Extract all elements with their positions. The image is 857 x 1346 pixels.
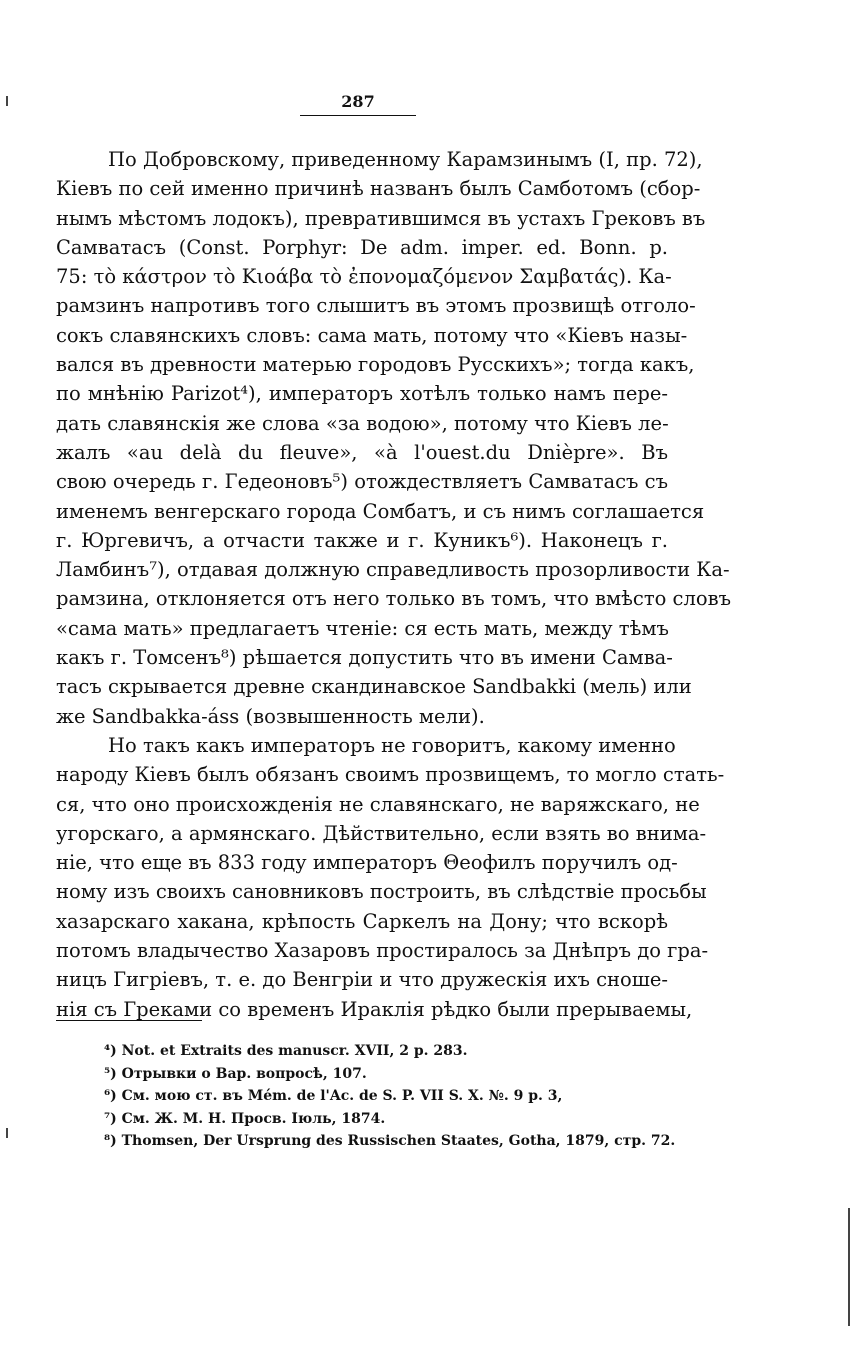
- page-number: 287: [300, 92, 416, 116]
- text-line: «сама мать» предлагаетъ чтеніе: ся есть мать, между тѣмъ: [56, 616, 669, 640]
- text-line: ницъ Гигріевъ, т. е. до Венгріи и что дружескія ихъ сноше-: [56, 968, 668, 992]
- text-line: жалъ «au delà du fleuve», «à l'ouest.du Dnièpre». Въ: [56, 440, 668, 464]
- text-line: угорскаго, а армянскаго. Дѣйствительно, если взять во внима-: [56, 821, 707, 845]
- text-line: же Sandbakka-áss (возвышенность мели).: [56, 704, 485, 728]
- text-line: свою очередь г. Гедеоновъ⁵) отождествляетъ Самватасъ съ: [56, 470, 668, 494]
- scan-edge-mark: [6, 1128, 8, 1138]
- text-line: ніе, что еще въ 833 году императоръ Θеофилъ поручилъ од-: [56, 851, 678, 875]
- scan-edge-mark: [848, 1208, 850, 1326]
- text-line: по мнѣнію Parizot⁴), императоръ хотѣлъ только намъ пере-: [56, 382, 668, 406]
- text-line: Самватасъ (Const. Porphyr: De adm. imper. ed. Bonn. p.: [56, 235, 668, 259]
- footnotes: [104, 1040, 676, 1153]
- footnote-divider: [56, 1020, 202, 1021]
- text-line: По Добровскому, приведенному Карамзинымъ (I, пр. 72),: [108, 148, 703, 171]
- text-line: именемъ венгерскаго города Сомбатъ, и съ нимъ соглашается: [56, 499, 705, 523]
- scan-edge-mark: [6, 96, 8, 106]
- text-line: тасъ скрывается древне скандинавское Sandbakki (мель) или: [56, 675, 692, 699]
- footnote: ⁵) Отрывки о Вар. вопросѣ, 107.: [104, 1065, 367, 1082]
- text-line: народу Кіевъ былъ обязанъ своимъ прозвищемъ, то могло стать-: [56, 763, 725, 787]
- text-line: Кіевъ по сей именно причинѣ названъ былъ Самботомъ (сбор-: [56, 177, 701, 201]
- text-line: хазарскаго хакана, крѣпость Саркелъ на Дону; что вскорѣ: [56, 909, 668, 933]
- text-line: г. Юргевичъ, а отчасти также и г. Куникъ⁶). Наконецъ г.: [56, 528, 668, 552]
- text-line: Но такъ какъ императоръ не говоритъ, какому именно: [108, 733, 676, 757]
- text-line: Ламбинъ⁷), отдавая должную справедливость прозорливости Ка-: [56, 558, 730, 582]
- text-line: рамзинъ напротивъ того слышитъ въ этомъ прозвищѣ отголо-: [56, 294, 696, 318]
- text-line: дать славянскія же слова «за водою», потому что Кіевъ ле-: [56, 411, 669, 435]
- footnote: ⁶) См. мою ст. въ Mém. de l'Ac. de S. P. VII S. X. №. 9 p. 3,: [104, 1088, 563, 1105]
- text-line: нымъ мѣстомъ лодокъ), превратившимся въ устахъ Грековъ въ: [56, 206, 706, 230]
- text-line: сокъ славянскихъ словъ: сама мать, потому что «Кіевъ назы-: [56, 323, 688, 347]
- text-line: 75: τὸ κάστρον τὸ Κιοάβα τὸ ἐπονομαζόμενον Σαμβατάς). Ка-: [56, 265, 672, 289]
- footnote: ⁴) Not. et Extraits des manuscr. XVII, 2 p. 283.: [104, 1043, 468, 1059]
- text-line: ному изъ своихъ сановниковъ построить, въ слѣдствіе просьбы: [56, 880, 707, 904]
- text-line: потомъ владычество Хазаровъ простиралось за Днѣпръ до гра-: [56, 939, 709, 963]
- text-line: рамзина, отклоняется отъ него только въ томъ, что вмѣсто словъ: [56, 587, 731, 611]
- text-line: нія съ Греками со временъ Ираклія рѣдко были прерываемы,: [56, 997, 693, 1021]
- text-line: какъ г. Томсенъ⁸) рѣшается допустить что въ имени Самва-: [56, 646, 673, 670]
- body-text: [56, 145, 731, 1024]
- text-line: вался въ древности матерью городовъ Русскихъ»; тогда какъ,: [56, 353, 695, 377]
- footnote: ⁷) См. Ж. М. Н. Просв. Іюль, 1874.: [104, 1110, 386, 1127]
- footnote: ⁸) Thomsen, Der Ursprung des Russischen Staates, Gotha, 1879, стр. 72.: [104, 1133, 676, 1150]
- text-line: ся, что оно происхожденія не славянскаго, не варяжскаго, не: [56, 792, 700, 816]
